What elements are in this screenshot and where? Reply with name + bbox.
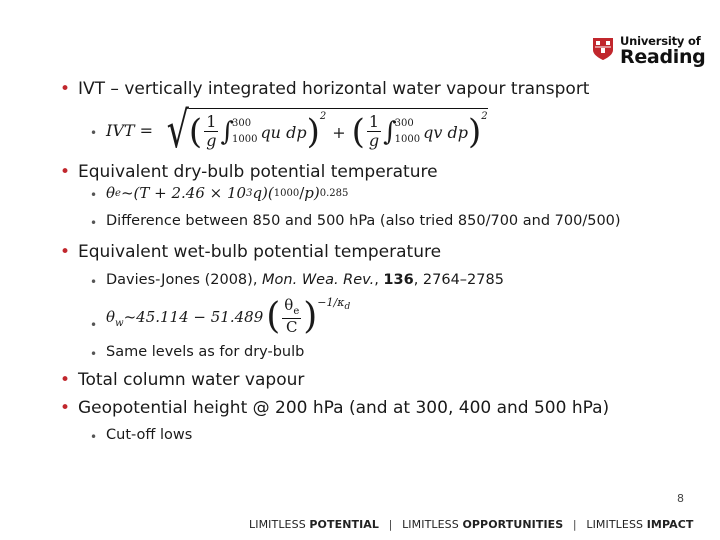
university-logo <box>592 30 706 70</box>
reference: Davies-Jones (2008), Mon. Wea. Rev., 136, 2764–2785 <box>106 272 504 288</box>
bullet-tcwv: Total column water vapour <box>78 370 305 390</box>
bullet-icon: • <box>60 370 71 390</box>
bullet-icon: • <box>90 430 98 444</box>
bullet-cutoff: Cut-off lows <box>106 427 193 443</box>
logo-line2: Reading <box>620 46 706 68</box>
bullet-icon: • <box>60 79 71 99</box>
bullet-eq-dry-diff: Difference between 850 and 500 hPa (also tried 850/700 and 700/500) <box>106 213 621 229</box>
bullet-icon: • <box>60 398 71 418</box>
bullet-icon: • <box>90 216 98 230</box>
crest-icon <box>592 37 614 61</box>
bullet-geopotential: Geopotential height @ 200 hPa (and at 300, 400 and 500 hPa) <box>78 398 610 418</box>
page-number: 8 <box>677 492 684 505</box>
bullet-same-levels: Same levels as for dry-bulb <box>106 344 305 360</box>
bullet-icon: • <box>90 318 98 332</box>
bullet-icon: • <box>90 126 98 140</box>
bullet-eq-wet: Equivalent wet-bulb potential temperature <box>78 242 442 262</box>
bullet-icon: • <box>90 275 98 289</box>
bullet-eq-dry: Equivalent dry-bulb potential temperature <box>78 162 438 182</box>
ivt-equation: IVT = √ ( $\frac{1}{g}$ ∫ 300 1000 qu dp ) 2 + ( $\frac{1}{g}$ ∫ 300 1000 qv dp ) 2 <box>106 101 488 159</box>
theta-w-equation: $\theta_w\sim 45.114 - 51.489$ ( $\frac{\theta_e}{C}$ ) $-1/\kappa_d$ <box>106 295 351 337</box>
bullet-icon: • <box>90 188 98 202</box>
bullet-icon: • <box>60 162 71 182</box>
bullet-icon: • <box>60 242 71 262</box>
footer-tagline: LIMITLESS POTENTIAL | LIMITLESS OPPORTUNITIES | LIMITLESS IMPACT <box>249 518 694 531</box>
logo-line1: University of <box>620 34 701 48</box>
bullet-ivt: IVT – vertically integrated horizontal water vapour transport <box>78 79 590 99</box>
bullet-icon: • <box>90 347 98 361</box>
theta-e-equation: θ e ~(T + 2.46 × 10 3 q)( 1000 / p ) 0.285 <box>106 184 349 202</box>
